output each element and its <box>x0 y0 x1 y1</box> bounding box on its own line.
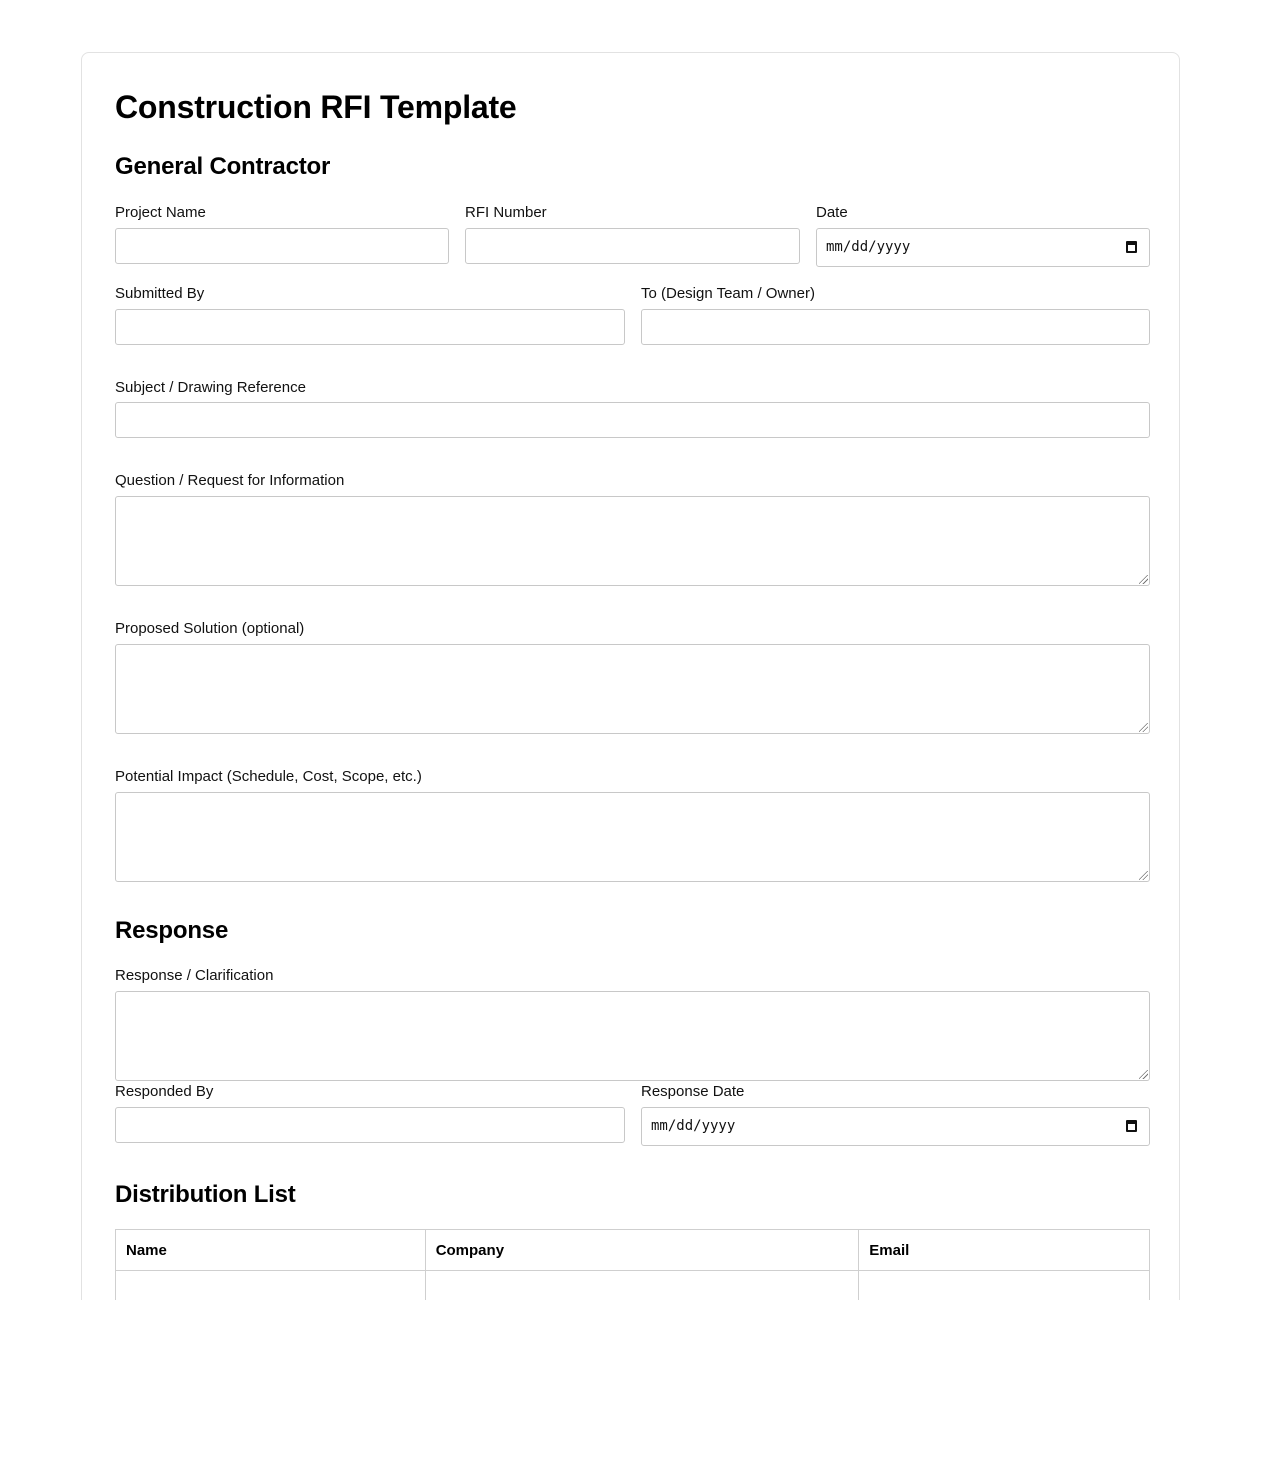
responded-by-input[interactable] <box>115 1107 625 1143</box>
table-row <box>116 1271 1150 1301</box>
cell-company[interactable] <box>425 1271 859 1301</box>
calendar-icon[interactable] <box>1126 1120 1137 1132</box>
response-date-label: Response Date <box>641 1083 745 1100</box>
project-name-input[interactable] <box>115 228 449 264</box>
column-header-email: Email <box>859 1230 1150 1271</box>
date-placeholder: mm/dd/yyyy <box>826 239 911 255</box>
response-date-placeholder: mm/dd/yyyy <box>651 1118 736 1134</box>
resize-grip-icon[interactable] <box>1139 723 1148 732</box>
to-input[interactable] <box>641 309 1150 345</box>
submitted-by-label: Submitted By <box>115 285 205 302</box>
cell-email[interactable] <box>859 1271 1150 1301</box>
page-title: Construction RFI Template <box>115 89 517 125</box>
date-label: Date <box>816 204 848 221</box>
date-input[interactable] <box>816 228 1150 267</box>
table-header-row <box>116 1230 1150 1271</box>
proposed-solution-label: Proposed Solution (optional) <box>115 620 305 637</box>
question-textarea[interactable] <box>115 496 1150 586</box>
proposed-solution-textarea[interactable] <box>115 644 1150 734</box>
potential-impact-label: Potential Impact (Schedule, Cost, Scope, etc.) <box>115 768 422 785</box>
section-heading-distribution-list: Distribution List <box>115 1181 296 1208</box>
response-clarification-label: Response / Clarification <box>115 967 274 984</box>
response-date-input[interactable] <box>641 1107 1150 1146</box>
response-clarification-textarea[interactable] <box>115 991 1150 1081</box>
subject-label: Subject / Drawing Reference <box>115 379 306 396</box>
rfi-number-input[interactable] <box>465 228 800 264</box>
to-label: To (Design Team / Owner) <box>641 285 815 302</box>
column-header-name: Name <box>116 1230 426 1271</box>
responded-by-label: Responded By <box>115 1083 214 1100</box>
cell-name[interactable] <box>116 1271 426 1301</box>
resize-grip-icon[interactable] <box>1139 871 1148 880</box>
resize-grip-icon[interactable] <box>1139 1070 1148 1079</box>
section-heading-response: Response <box>115 917 229 944</box>
calendar-icon[interactable] <box>1126 241 1137 253</box>
rfi-number-label: RFI Number <box>465 204 547 221</box>
project-name-label: Project Name <box>115 204 206 221</box>
potential-impact-textarea[interactable] <box>115 792 1150 882</box>
question-label: Question / Request for Information <box>115 472 345 489</box>
submitted-by-input[interactable] <box>115 309 625 345</box>
rfi-form-card <box>81 52 1180 1300</box>
resize-grip-icon[interactable] <box>1139 575 1148 584</box>
subject-input[interactable] <box>115 402 1150 438</box>
column-header-company: Company <box>425 1230 859 1271</box>
section-heading-general-contractor: General Contractor <box>115 153 331 180</box>
distribution-table <box>115 1229 1150 1300</box>
